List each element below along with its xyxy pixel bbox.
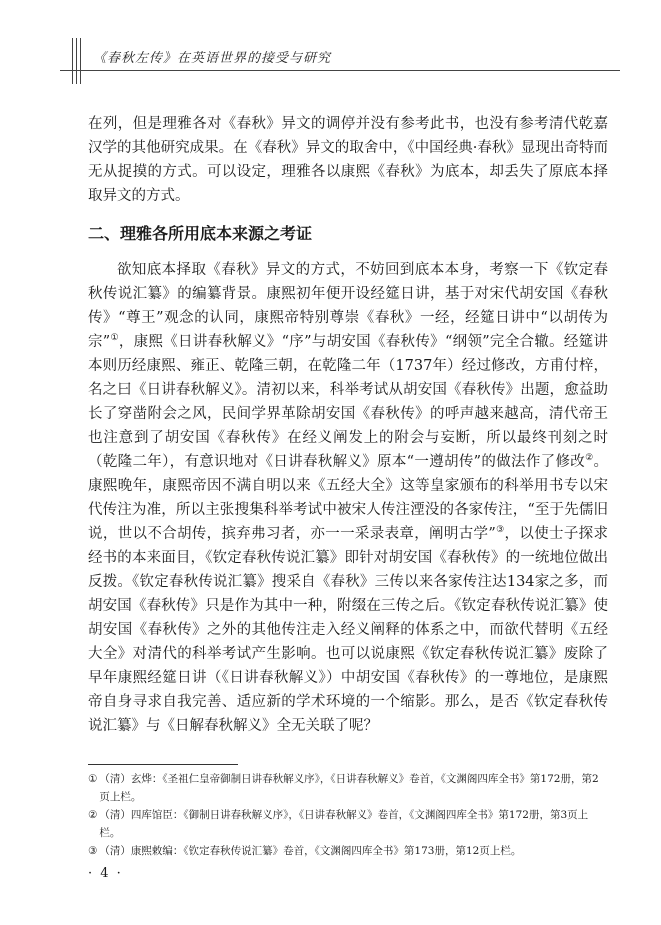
footnote-text: （清）四库馆臣：《御制日讲春秋解义序》，《日讲春秋解义》卷首，《文渊阁四库全书》第172册，第3页上栏。 [99,809,589,839]
footnote-mark: ③ [88,845,98,857]
footnote-3 [88,842,608,860]
footnote-text: （清）玄烨：《圣祖仁皇帝御制日讲春秋解义序》，《日讲春秋解义》卷首，《文渊阁四库全书》第172册，第2页上栏。 [99,773,599,803]
footnote-2 [88,806,608,842]
paragraph-segment: ，以使士子探求经书的本来面目，《钦定春秋传说汇纂》即针对胡安国《春秋传》的一统地位做出反拨。《钦定春秋传说汇纂》搜采自《春秋》三传以来各家传注达134家之多，而胡安国《春秋传》只是作为其中一种，附缀在三传之后。《钦定春秋传说汇纂》使胡安国《春秋传》之外的其他传注走入经义阐释的体系之中，而欲代替明《五经大全》对清代的科举考试产生影响。也可以说康熙《钦定春秋传说汇纂》废除了早年康熙经筵日讲（《日讲春秋解义》）中胡安国《春秋传》的一尊地位，是康熙帝自身寻求自我完善、适应新的学术环境的一个缩影。那么，是否《钦定春秋传说汇纂》与《日解春秋解义》全无关联了呢？ [88,526,609,734]
header-ornament-bar [72,38,73,84]
header-ornament-bar [76,38,77,84]
footnote-ref-3[interactable]: ③ [495,525,505,536]
running-title: 《春秋左传》在英语世界的接受与研究 [93,51,332,66]
paragraph-body [88,258,608,738]
paragraph-segment: 欲知底本择取《春秋》异文的方式，不妨回到底本本身，考察一下《钦定春秋传说汇纂》的编纂背景。康熙初年便开设经筵日讲，基于对宋代胡安国《春秋传》“尊王”观念的认同，康熙帝特别尊崇《春秋》一经，经筵日讲中“以胡传为宗” [88,262,608,350]
footnote-1 [88,770,608,806]
paragraph-segment: ，康熙《日讲春秋解义》“序”与胡安国《春秋传》“纲领”完全合辙。经筵讲本则历经康熙、雍正、乾隆三朝，在乾隆二年（1737年）经过修改，方甫付梓，名之曰《日讲春秋解义》。清初以来，科举考试从胡安国《春秋传》出题，愈益助长了穿凿附会之风，民间学界革除胡安国《春秋传》的呼声越来越高，清代帝王也注意到了胡安国《春秋传》在经义阐发上的附会与妄断，所以最终刊刻之时（乾隆二年），有意识地对《日讲春秋解义》原本“一遵胡传”的做法作了修改 [88,334,608,470]
footnote-rule [88,764,238,765]
footnote-ref-1[interactable]: ① [110,333,119,344]
header-ornament-bar [80,38,81,84]
main-text [88,112,608,738]
paragraph-segment: 。康熙晚年，康熙帝因不满自明以来《五经大全》这等皇家颁布的科举用书专以宋代传注为准，所以主张搜集科举考试中被宋人传注湮没的各家传注，“至于先儒旧说，世以不合胡传，摈弃弗习者，亦一一采录表章，阐明古学” [88,454,608,542]
footnote-mark: ② [88,809,98,821]
page-header [0,0,661,100]
section-heading: 二、理雅各所用底本来源之考证 [88,224,313,243]
footnotes [88,770,608,860]
footnote-text: （清）康熙敕编：《钦定春秋传说汇纂》卷首，《文渊阁四库全书》第173册，第12页上栏。 [99,845,522,857]
footnote-mark: ① [88,773,98,785]
header-rule [60,70,620,71]
footnote-ref-2[interactable]: ② [585,453,594,464]
page-number: · 4 · [88,866,123,881]
paragraph-continuation: 在列，但是理雅各对《春秋》异文的调停并没有参考此书，也没有参考清代乾嘉汉学的其他研究成果。在《春秋》异文的取舍中，《中国经典·春秋》显现出奇特而无从捉摸的方式。可以设定，理雅各以康熙《春秋》为底本，却丢失了原底本择取异文的方式。 [88,116,608,204]
